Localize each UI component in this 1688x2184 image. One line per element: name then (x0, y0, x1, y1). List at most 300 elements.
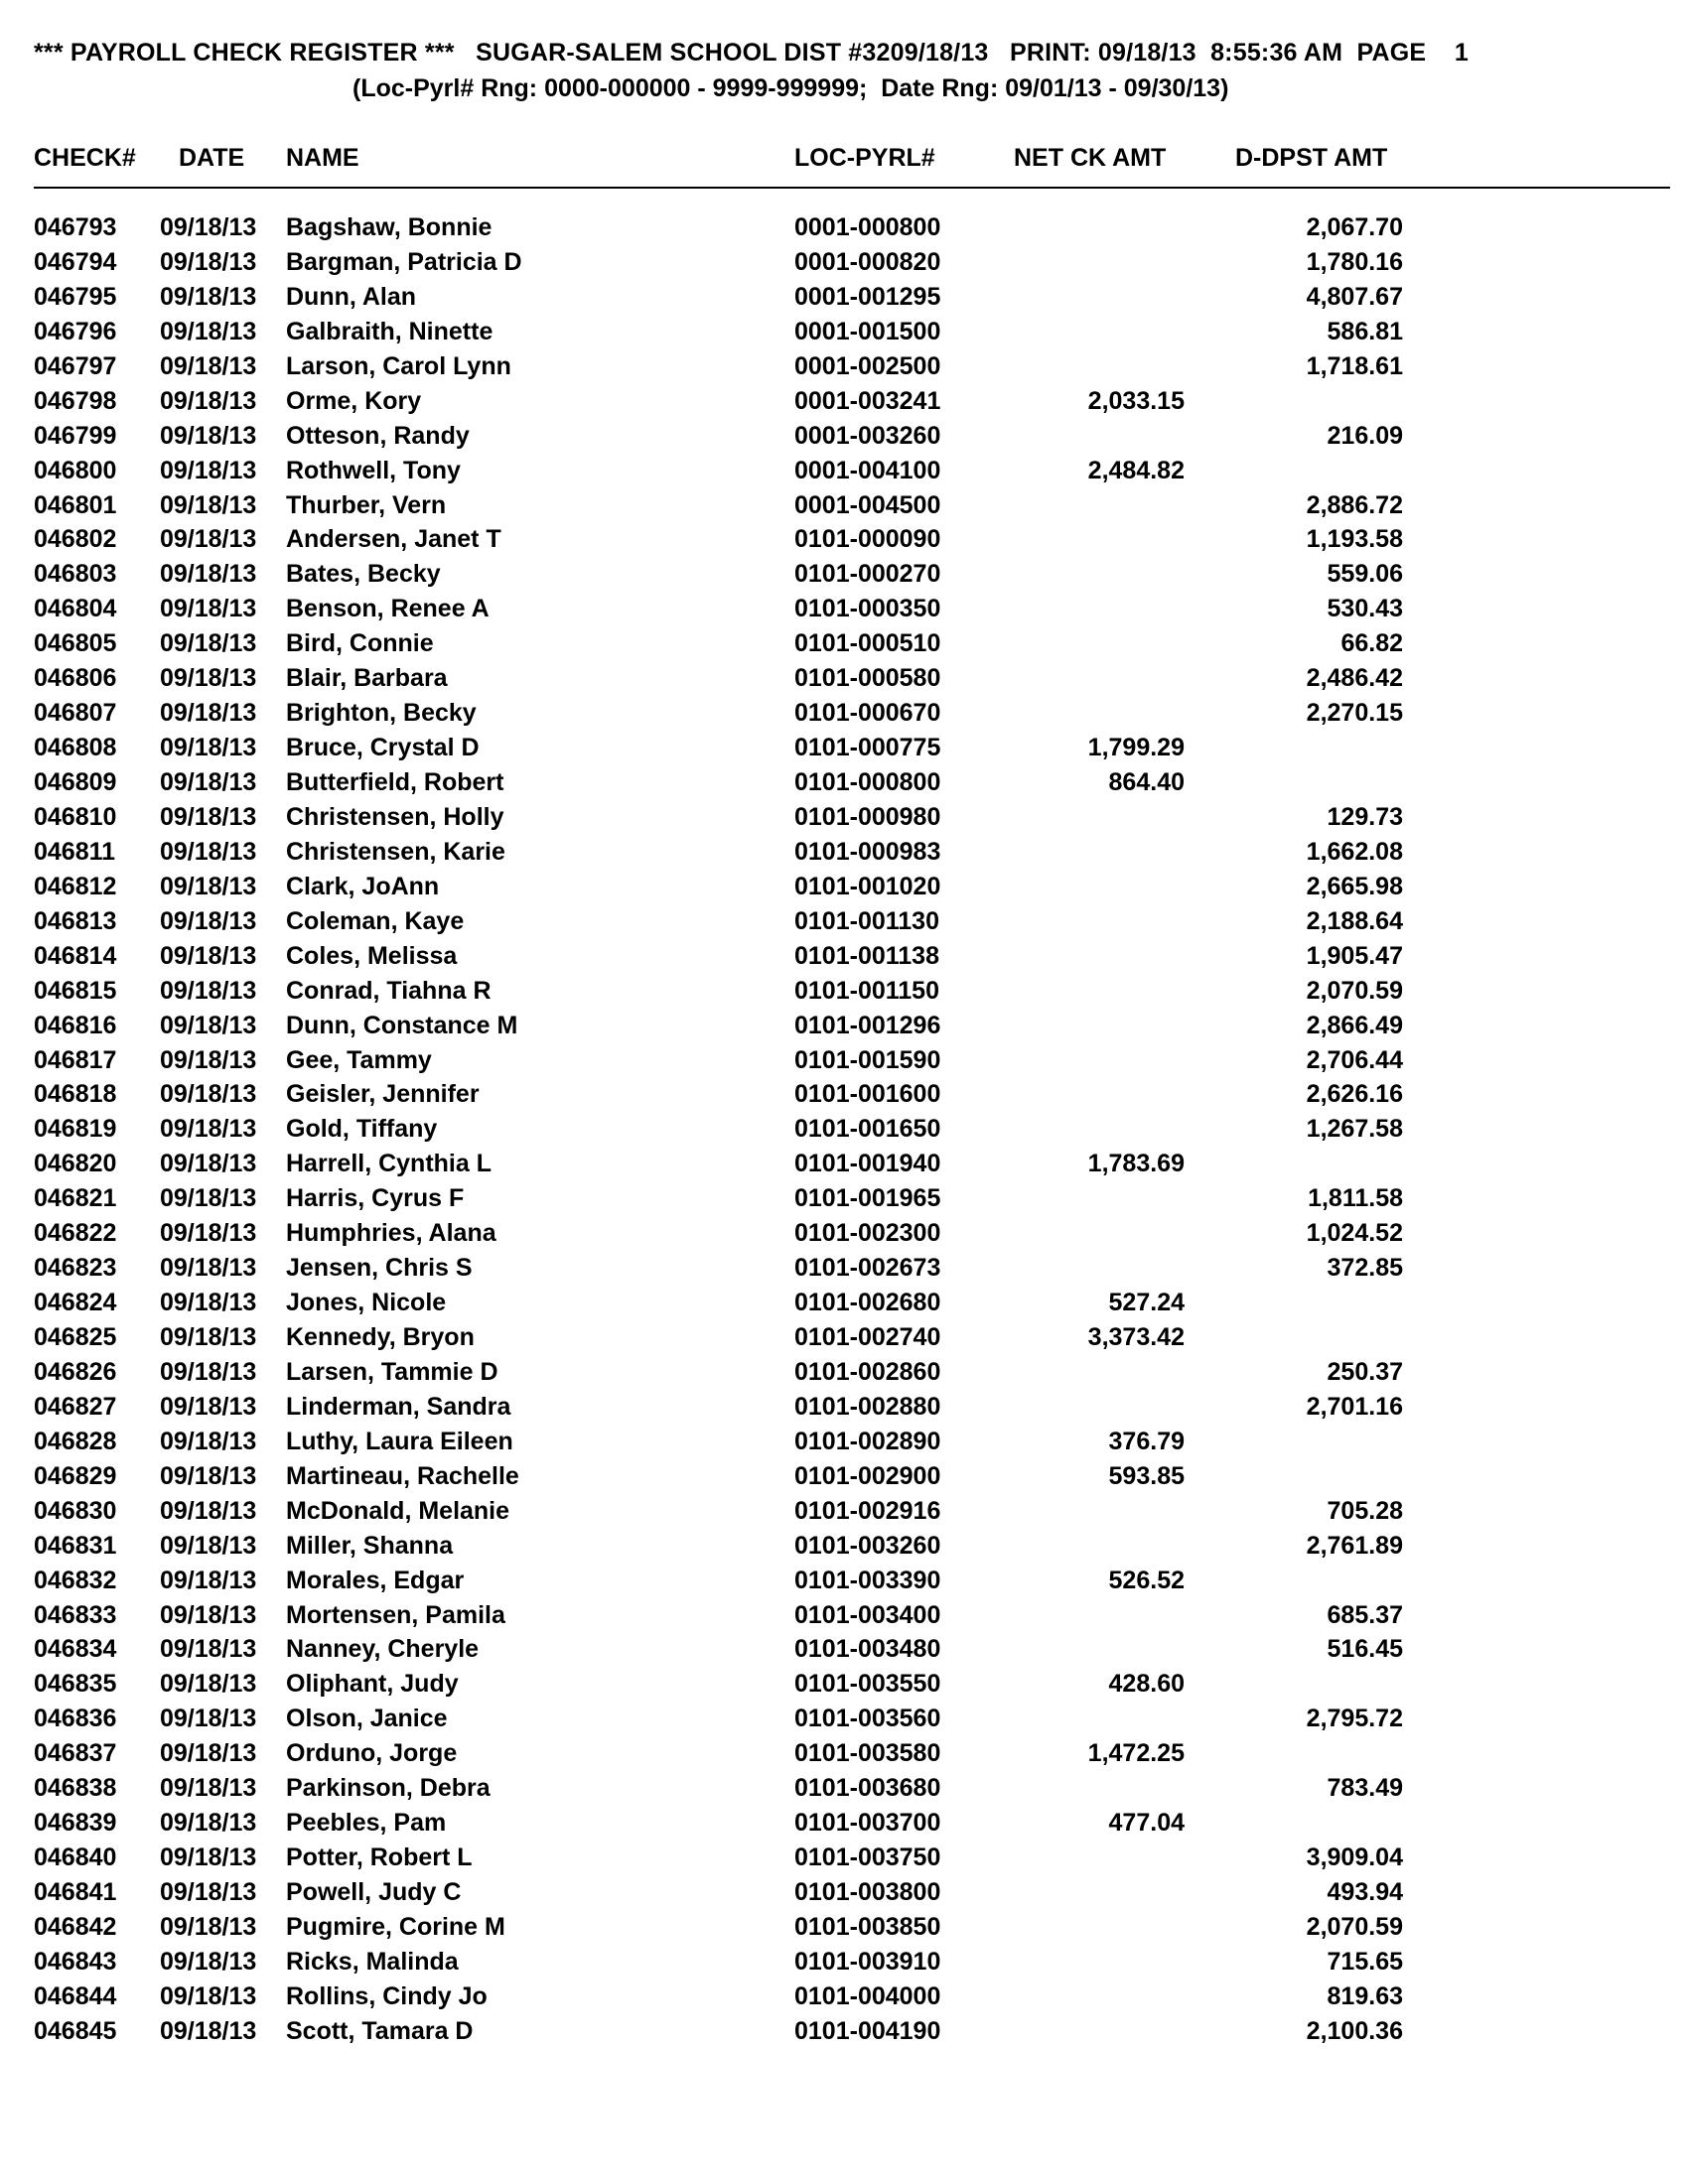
table-row (0, 663, 1688, 698)
employee-name: Christensen, Holly (286, 802, 504, 831)
direct-deposit-amount: 715.65 (1327, 1947, 1403, 1976)
employee-name: Otteson, Randy (286, 421, 470, 450)
check-date: 09/18/13 (160, 664, 257, 693)
direct-deposit-amount: 2,886.72 (1306, 490, 1403, 519)
loc-pyrl-number: 0101-003800 (794, 1878, 941, 1906)
employee-name: Blair, Barbara (286, 664, 448, 693)
check-number: 046801 (34, 490, 117, 519)
check-number: 046803 (34, 560, 117, 589)
loc-pyrl-number: 0101-000980 (794, 802, 941, 831)
check-number: 046838 (34, 1774, 117, 1803)
check-number: 046814 (34, 941, 117, 970)
loc-pyrl-number: 0101-004000 (794, 1981, 941, 2010)
check-number: 046811 (34, 837, 116, 866)
loc-pyrl-number: 0101-003680 (794, 1774, 941, 1803)
check-date: 09/18/13 (160, 1912, 257, 1941)
direct-deposit-amount: 685.37 (1327, 1600, 1403, 1629)
check-date: 09/18/13 (160, 872, 257, 900)
employee-name: Mortensen, Pamila (286, 1600, 505, 1629)
employee-name: Christensen, Karie (286, 837, 505, 866)
check-date: 09/18/13 (160, 1809, 257, 1838)
loc-pyrl-number: 0101-003550 (794, 1670, 941, 1699)
loc-pyrl-number: 0101-003580 (794, 1739, 941, 1768)
loc-pyrl-number: 0001-003260 (794, 421, 941, 450)
direct-deposit-amount: 2,188.64 (1306, 906, 1403, 935)
employee-name: Ricks, Malinda (286, 1947, 459, 1976)
loc-pyrl-number: 0101-003910 (794, 1947, 941, 1976)
loc-pyrl-number: 0101-000800 (794, 768, 941, 796)
net-check-amount: 1,783.69 (1087, 1150, 1185, 1178)
table-row (0, 247, 1688, 282)
net-check-amount: 2,484.82 (1087, 456, 1185, 484)
direct-deposit-amount: 1,267.58 (1306, 1115, 1403, 1144)
employee-name: Kennedy, Bryon (286, 1323, 475, 1351)
direct-deposit-amount: 2,626.16 (1306, 1080, 1403, 1109)
loc-pyrl-number: 0101-003480 (794, 1635, 941, 1664)
direct-deposit-amount: 1,811.58 (1308, 1184, 1403, 1213)
net-check-amount: 527.24 (1108, 1289, 1185, 1317)
loc-pyrl-number: 0101-000670 (794, 699, 941, 728)
column-header-loc-pyrl: LOC-PYRL# (794, 144, 935, 172)
employee-name: Jensen, Chris S (286, 1254, 473, 1283)
direct-deposit-amount: 493.94 (1327, 1878, 1403, 1906)
check-number: 046833 (34, 1600, 117, 1629)
direct-deposit-amount: 2,270.15 (1306, 699, 1403, 728)
loc-pyrl-number: 0101-001296 (794, 1011, 941, 1039)
check-number: 046798 (34, 386, 117, 415)
loc-pyrl-number: 0101-000775 (794, 734, 941, 762)
report-title-line: *** PAYROLL CHECK REGISTER *** SUGAR-SALEM SCHOOL DIST #3209/18/13 PRINT: 09/18/13 8:55:36 AM PAGE 1 (34, 39, 1469, 67)
check-date: 09/18/13 (160, 802, 257, 831)
employee-name: Bates, Becky (286, 560, 441, 589)
direct-deposit-amount: 2,100.36 (1306, 2016, 1403, 2045)
check-date: 09/18/13 (160, 1670, 257, 1699)
table-row (0, 1218, 1688, 1253)
check-number: 046842 (34, 1912, 117, 1941)
header-divider (34, 187, 1670, 189)
loc-pyrl-number: 0001-000800 (794, 213, 941, 241)
check-date: 09/18/13 (160, 1392, 257, 1421)
table-row (0, 628, 1688, 663)
employee-name: Nanney, Cheryle (286, 1635, 480, 1664)
check-date: 09/18/13 (160, 247, 257, 276)
table-row (0, 906, 1688, 941)
loc-pyrl-number: 0101-000983 (794, 837, 941, 866)
check-number: 046797 (34, 351, 117, 380)
check-date: 09/18/13 (160, 490, 257, 519)
table-row (0, 1566, 1688, 1600)
check-number: 046828 (34, 1427, 117, 1455)
check-number: 046808 (34, 734, 117, 762)
check-number: 046824 (34, 1289, 117, 1317)
table-row (0, 1149, 1688, 1183)
table-row (0, 1877, 1688, 1912)
net-check-amount: 1,472.25 (1087, 1739, 1185, 1768)
employee-name: Conrad, Tiahna R (286, 976, 492, 1005)
direct-deposit-amount: 2,701.16 (1306, 1392, 1403, 1421)
employee-name: Orme, Kory (286, 386, 422, 415)
check-number: 046835 (34, 1670, 117, 1699)
table-row (0, 767, 1688, 802)
column-header-date: DATE (179, 144, 245, 172)
loc-pyrl-number: 0101-003560 (794, 1705, 941, 1733)
table-row (0, 1392, 1688, 1427)
check-date: 09/18/13 (160, 1045, 257, 1074)
net-check-amount: 864.40 (1108, 768, 1185, 796)
table-row (0, 1427, 1688, 1461)
loc-pyrl-number: 0101-002880 (794, 1392, 941, 1421)
employee-name: Orduno, Jorge (286, 1739, 458, 1768)
employee-name: Andersen, Janet T (286, 525, 501, 554)
check-number: 046799 (34, 421, 117, 450)
employee-name: Geisler, Jennifer (286, 1080, 480, 1109)
check-date: 09/18/13 (160, 1289, 257, 1317)
loc-pyrl-number: 0001-001500 (794, 317, 941, 345)
table-row (0, 1496, 1688, 1531)
direct-deposit-amount: 559.06 (1327, 560, 1403, 589)
table-row (0, 1843, 1688, 1877)
loc-pyrl-number: 0101-000270 (794, 560, 941, 589)
table-row (0, 490, 1688, 525)
employee-name: Dunn, Alan (286, 282, 417, 311)
table-row (0, 1357, 1688, 1392)
check-number: 046802 (34, 525, 117, 554)
check-number: 046839 (34, 1809, 117, 1838)
employee-name: Humphries, Alana (286, 1219, 496, 1248)
check-date: 09/18/13 (160, 1115, 257, 1144)
check-date: 09/18/13 (160, 1184, 257, 1213)
column-header-d-dpst-amt: D-DPST AMT (1235, 144, 1388, 172)
employee-name: Galbraith, Ninette (286, 317, 493, 345)
check-date: 09/18/13 (160, 1635, 257, 1664)
employee-name: Bargman, Patricia D (286, 247, 522, 276)
check-date: 09/18/13 (160, 421, 257, 450)
employee-name: Gee, Tammy (286, 1045, 432, 1074)
table-row (0, 1045, 1688, 1080)
table-row (0, 1981, 1688, 2016)
check-date: 09/18/13 (160, 1843, 257, 1872)
check-number: 046823 (34, 1254, 117, 1283)
table-row (0, 1669, 1688, 1704)
table-row (0, 282, 1688, 317)
table-row (0, 1912, 1688, 1947)
table-row (0, 872, 1688, 906)
check-number: 046840 (34, 1843, 117, 1872)
employee-name: Potter, Robert L (286, 1843, 473, 1872)
check-number: 046805 (34, 629, 117, 658)
table-row (0, 1183, 1688, 1218)
direct-deposit-amount: 516.45 (1327, 1635, 1403, 1664)
check-date: 09/18/13 (160, 525, 257, 554)
check-date: 09/18/13 (160, 213, 257, 241)
check-number: 046844 (34, 1981, 117, 2010)
table-row (0, 1461, 1688, 1496)
check-number: 046832 (34, 1566, 117, 1594)
check-number: 046800 (34, 456, 117, 484)
column-header-name: NAME (286, 144, 359, 172)
direct-deposit-amount: 1,780.16 (1306, 247, 1403, 276)
employee-name: Harrell, Cynthia L (286, 1150, 492, 1178)
direct-deposit-amount: 2,866.49 (1306, 1011, 1403, 1039)
check-date: 09/18/13 (160, 1705, 257, 1733)
employee-name: Bird, Connie (286, 629, 434, 658)
loc-pyrl-number: 0101-001965 (794, 1184, 941, 1213)
employee-name: Larsen, Tammie D (286, 1357, 498, 1386)
loc-pyrl-number: 0101-002916 (794, 1496, 941, 1525)
check-date: 09/18/13 (160, 1150, 257, 1178)
employee-name: Butterfield, Robert (286, 768, 504, 796)
check-number: 046820 (34, 1150, 117, 1178)
direct-deposit-amount: 2,486.42 (1306, 664, 1403, 693)
check-number: 046809 (34, 768, 117, 796)
employee-name: Coles, Melissa (286, 941, 458, 970)
table-row (0, 1808, 1688, 1843)
check-date: 09/18/13 (160, 1531, 257, 1560)
employee-name: Luthy, Laura Eileen (286, 1427, 513, 1455)
employee-name: Jones, Nicole (286, 1289, 447, 1317)
loc-pyrl-number: 0101-003850 (794, 1912, 941, 1941)
net-check-amount: 3,373.42 (1087, 1323, 1185, 1351)
table-row (0, 351, 1688, 386)
net-check-amount: 526.52 (1108, 1566, 1185, 1594)
direct-deposit-amount: 1,193.58 (1306, 525, 1403, 554)
employee-name: Clark, JoAnn (286, 872, 440, 900)
employee-name: Pugmire, Corine M (286, 1912, 505, 1941)
check-number: 046822 (34, 1219, 117, 1248)
direct-deposit-amount: 1,662.08 (1306, 837, 1403, 866)
loc-pyrl-number: 0101-002673 (794, 1254, 941, 1283)
loc-pyrl-number: 0001-004100 (794, 456, 941, 484)
employee-name: Gold, Tiffany (286, 1115, 438, 1144)
direct-deposit-amount: 2,665.98 (1306, 872, 1403, 900)
net-check-amount: 593.85 (1108, 1461, 1185, 1490)
direct-deposit-amount: 66.82 (1340, 629, 1403, 658)
table-row (0, 976, 1688, 1011)
check-date: 09/18/13 (160, 629, 257, 658)
employee-name: Bruce, Crystal D (286, 734, 480, 762)
check-date: 09/18/13 (160, 1496, 257, 1525)
loc-pyrl-number: 0001-002500 (794, 351, 941, 380)
check-number: 046843 (34, 1947, 117, 1976)
loc-pyrl-number: 0101-004190 (794, 2016, 941, 2045)
check-number: 046793 (34, 213, 117, 241)
check-date: 09/18/13 (160, 351, 257, 380)
check-number: 046821 (34, 1184, 117, 1213)
check-date: 09/18/13 (160, 282, 257, 311)
table-row (0, 802, 1688, 837)
employee-name: Peebles, Pam (286, 1809, 447, 1838)
check-date: 09/18/13 (160, 1219, 257, 1248)
table-row (0, 1288, 1688, 1322)
table-row (0, 317, 1688, 351)
direct-deposit-amount: 2,067.70 (1306, 213, 1403, 241)
table-row (0, 837, 1688, 872)
loc-pyrl-number: 0101-002890 (794, 1427, 941, 1455)
check-date: 09/18/13 (160, 906, 257, 935)
check-date: 09/18/13 (160, 456, 257, 484)
check-number: 046817 (34, 1045, 117, 1074)
check-date: 09/18/13 (160, 1357, 257, 1386)
check-date: 09/18/13 (160, 1981, 257, 2010)
check-number: 046796 (34, 317, 117, 345)
direct-deposit-amount: 530.43 (1327, 595, 1403, 623)
direct-deposit-amount: 1,718.61 (1306, 351, 1403, 380)
direct-deposit-amount: 705.28 (1327, 1496, 1403, 1525)
check-date: 09/18/13 (160, 941, 257, 970)
loc-pyrl-number: 0101-003390 (794, 1566, 941, 1594)
loc-pyrl-number: 0101-001130 (794, 906, 939, 935)
employee-name: Parkinson, Debra (286, 1774, 491, 1803)
employee-name: Brighton, Becky (286, 699, 477, 728)
check-number: 046825 (34, 1323, 117, 1351)
direct-deposit-amount: 2,070.59 (1306, 976, 1403, 1005)
direct-deposit-amount: 129.73 (1327, 802, 1403, 831)
direct-deposit-amount: 2,706.44 (1306, 1045, 1403, 1074)
loc-pyrl-number: 0101-001600 (794, 1080, 941, 1109)
check-date: 09/18/13 (160, 1254, 257, 1283)
table-row (0, 421, 1688, 456)
check-date: 09/18/13 (160, 1427, 257, 1455)
employee-name: Harris, Cyrus F (286, 1184, 465, 1213)
check-number: 046841 (34, 1878, 117, 1906)
table-row (0, 456, 1688, 490)
direct-deposit-amount: 3,909.04 (1306, 1843, 1403, 1872)
employee-name: Olson, Janice (286, 1705, 448, 1733)
table-row (0, 386, 1688, 421)
check-number: 046827 (34, 1392, 117, 1421)
loc-pyrl-number: 0101-001650 (794, 1115, 941, 1144)
employee-name: McDonald, Melanie (286, 1496, 510, 1525)
check-number: 046837 (34, 1739, 117, 1768)
employee-name: Rothwell, Tony (286, 456, 461, 484)
employee-name: Coleman, Kaye (286, 906, 465, 935)
direct-deposit-amount: 216.09 (1327, 421, 1403, 450)
loc-pyrl-number: 0101-002680 (794, 1289, 941, 1317)
net-check-amount: 2,033.15 (1087, 386, 1185, 415)
table-row (0, 1011, 1688, 1045)
table-row (0, 941, 1688, 976)
loc-pyrl-number: 0101-000090 (794, 525, 941, 554)
employee-name: Rollins, Cindy Jo (286, 1981, 488, 2010)
direct-deposit-amount: 586.81 (1327, 317, 1403, 345)
check-number: 046816 (34, 1011, 117, 1039)
check-date: 09/18/13 (160, 1080, 257, 1109)
employee-name: Miller, Shanna (286, 1531, 454, 1560)
table-row (0, 2016, 1688, 2051)
employee-name: Powell, Judy C (286, 1878, 462, 1906)
check-date: 09/18/13 (160, 1461, 257, 1490)
check-date: 09/18/13 (160, 768, 257, 796)
loc-pyrl-number: 0101-003400 (794, 1600, 941, 1629)
loc-pyrl-number: 0001-000820 (794, 247, 941, 276)
loc-pyrl-number: 0101-001138 (794, 941, 939, 970)
employee-name: Morales, Edgar (286, 1566, 465, 1594)
loc-pyrl-number: 0001-001295 (794, 282, 941, 311)
table-row (0, 1947, 1688, 1981)
direct-deposit-amount: 4,807.67 (1306, 282, 1403, 311)
net-check-amount: 428.60 (1108, 1670, 1185, 1699)
check-register-table (0, 212, 1688, 2051)
check-date: 09/18/13 (160, 699, 257, 728)
column-header-check: CHECK# (34, 144, 136, 172)
table-row (0, 1704, 1688, 1738)
loc-pyrl-number: 0101-000580 (794, 664, 941, 693)
loc-pyrl-number: 0101-002860 (794, 1357, 941, 1386)
loc-pyrl-number: 0001-004500 (794, 490, 941, 519)
check-number: 046830 (34, 1496, 117, 1525)
loc-pyrl-number: 0101-003750 (794, 1843, 941, 1872)
loc-pyrl-number: 0101-000510 (794, 629, 941, 658)
direct-deposit-amount: 2,795.72 (1306, 1705, 1403, 1733)
employee-name: Benson, Renee A (286, 595, 490, 623)
check-date: 09/18/13 (160, 2016, 257, 2045)
direct-deposit-amount: 1,905.47 (1306, 941, 1403, 970)
check-date: 09/18/13 (160, 1011, 257, 1039)
check-number: 046845 (34, 2016, 117, 2045)
direct-deposit-amount: 250.37 (1327, 1357, 1403, 1386)
table-row (0, 1738, 1688, 1773)
check-number: 046826 (34, 1357, 117, 1386)
employee-name: Scott, Tamara D (286, 2016, 474, 2045)
table-row (0, 1253, 1688, 1288)
report-range-line: (Loc-Pyrl# Rng: 0000-000000 - 9999-999999; Date Rng: 09/01/13 - 09/30/13) (352, 74, 1229, 102)
check-number: 046804 (34, 595, 117, 623)
net-check-amount: 1,799.29 (1087, 734, 1185, 762)
direct-deposit-amount: 1,024.52 (1306, 1219, 1403, 1248)
check-number: 046829 (34, 1461, 117, 1490)
table-row (0, 1634, 1688, 1669)
check-date: 09/18/13 (160, 1566, 257, 1594)
check-date: 09/18/13 (160, 734, 257, 762)
check-number: 046794 (34, 247, 117, 276)
check-date: 09/18/13 (160, 976, 257, 1005)
table-row (0, 698, 1688, 733)
check-number: 046806 (34, 664, 117, 693)
check-number: 046795 (34, 282, 117, 311)
loc-pyrl-number: 0101-001940 (794, 1150, 941, 1178)
table-row (0, 1773, 1688, 1808)
employee-name: Thurber, Vern (286, 490, 447, 519)
loc-pyrl-number: 0001-003241 (794, 386, 941, 415)
check-date: 09/18/13 (160, 1774, 257, 1803)
loc-pyrl-number: 0101-002300 (794, 1219, 941, 1248)
table-row (0, 1600, 1688, 1635)
employee-name: Bagshaw, Bonnie (286, 213, 492, 241)
table-row (0, 733, 1688, 767)
direct-deposit-amount: 372.85 (1327, 1254, 1403, 1283)
direct-deposit-amount: 2,070.59 (1306, 1912, 1403, 1941)
net-check-amount: 376.79 (1108, 1427, 1185, 1455)
table-row (0, 1531, 1688, 1566)
direct-deposit-amount: 2,761.89 (1306, 1531, 1403, 1560)
check-number: 046831 (34, 1531, 117, 1560)
check-date: 09/18/13 (160, 1600, 257, 1629)
direct-deposit-amount: 783.49 (1327, 1774, 1403, 1803)
check-number: 046818 (34, 1080, 117, 1109)
check-number: 046815 (34, 976, 117, 1005)
table-row (0, 559, 1688, 594)
loc-pyrl-number: 0101-001020 (794, 872, 941, 900)
loc-pyrl-number: 0101-001590 (794, 1045, 941, 1074)
employee-name: Dunn, Constance M (286, 1011, 518, 1039)
check-number: 046813 (34, 906, 117, 935)
check-date: 09/18/13 (160, 560, 257, 589)
table-row (0, 1322, 1688, 1357)
check-number: 046810 (34, 802, 117, 831)
loc-pyrl-number: 0101-001150 (794, 976, 939, 1005)
check-number: 046834 (34, 1635, 117, 1664)
column-header-net-ck-amt: NET CK AMT (1014, 144, 1167, 172)
